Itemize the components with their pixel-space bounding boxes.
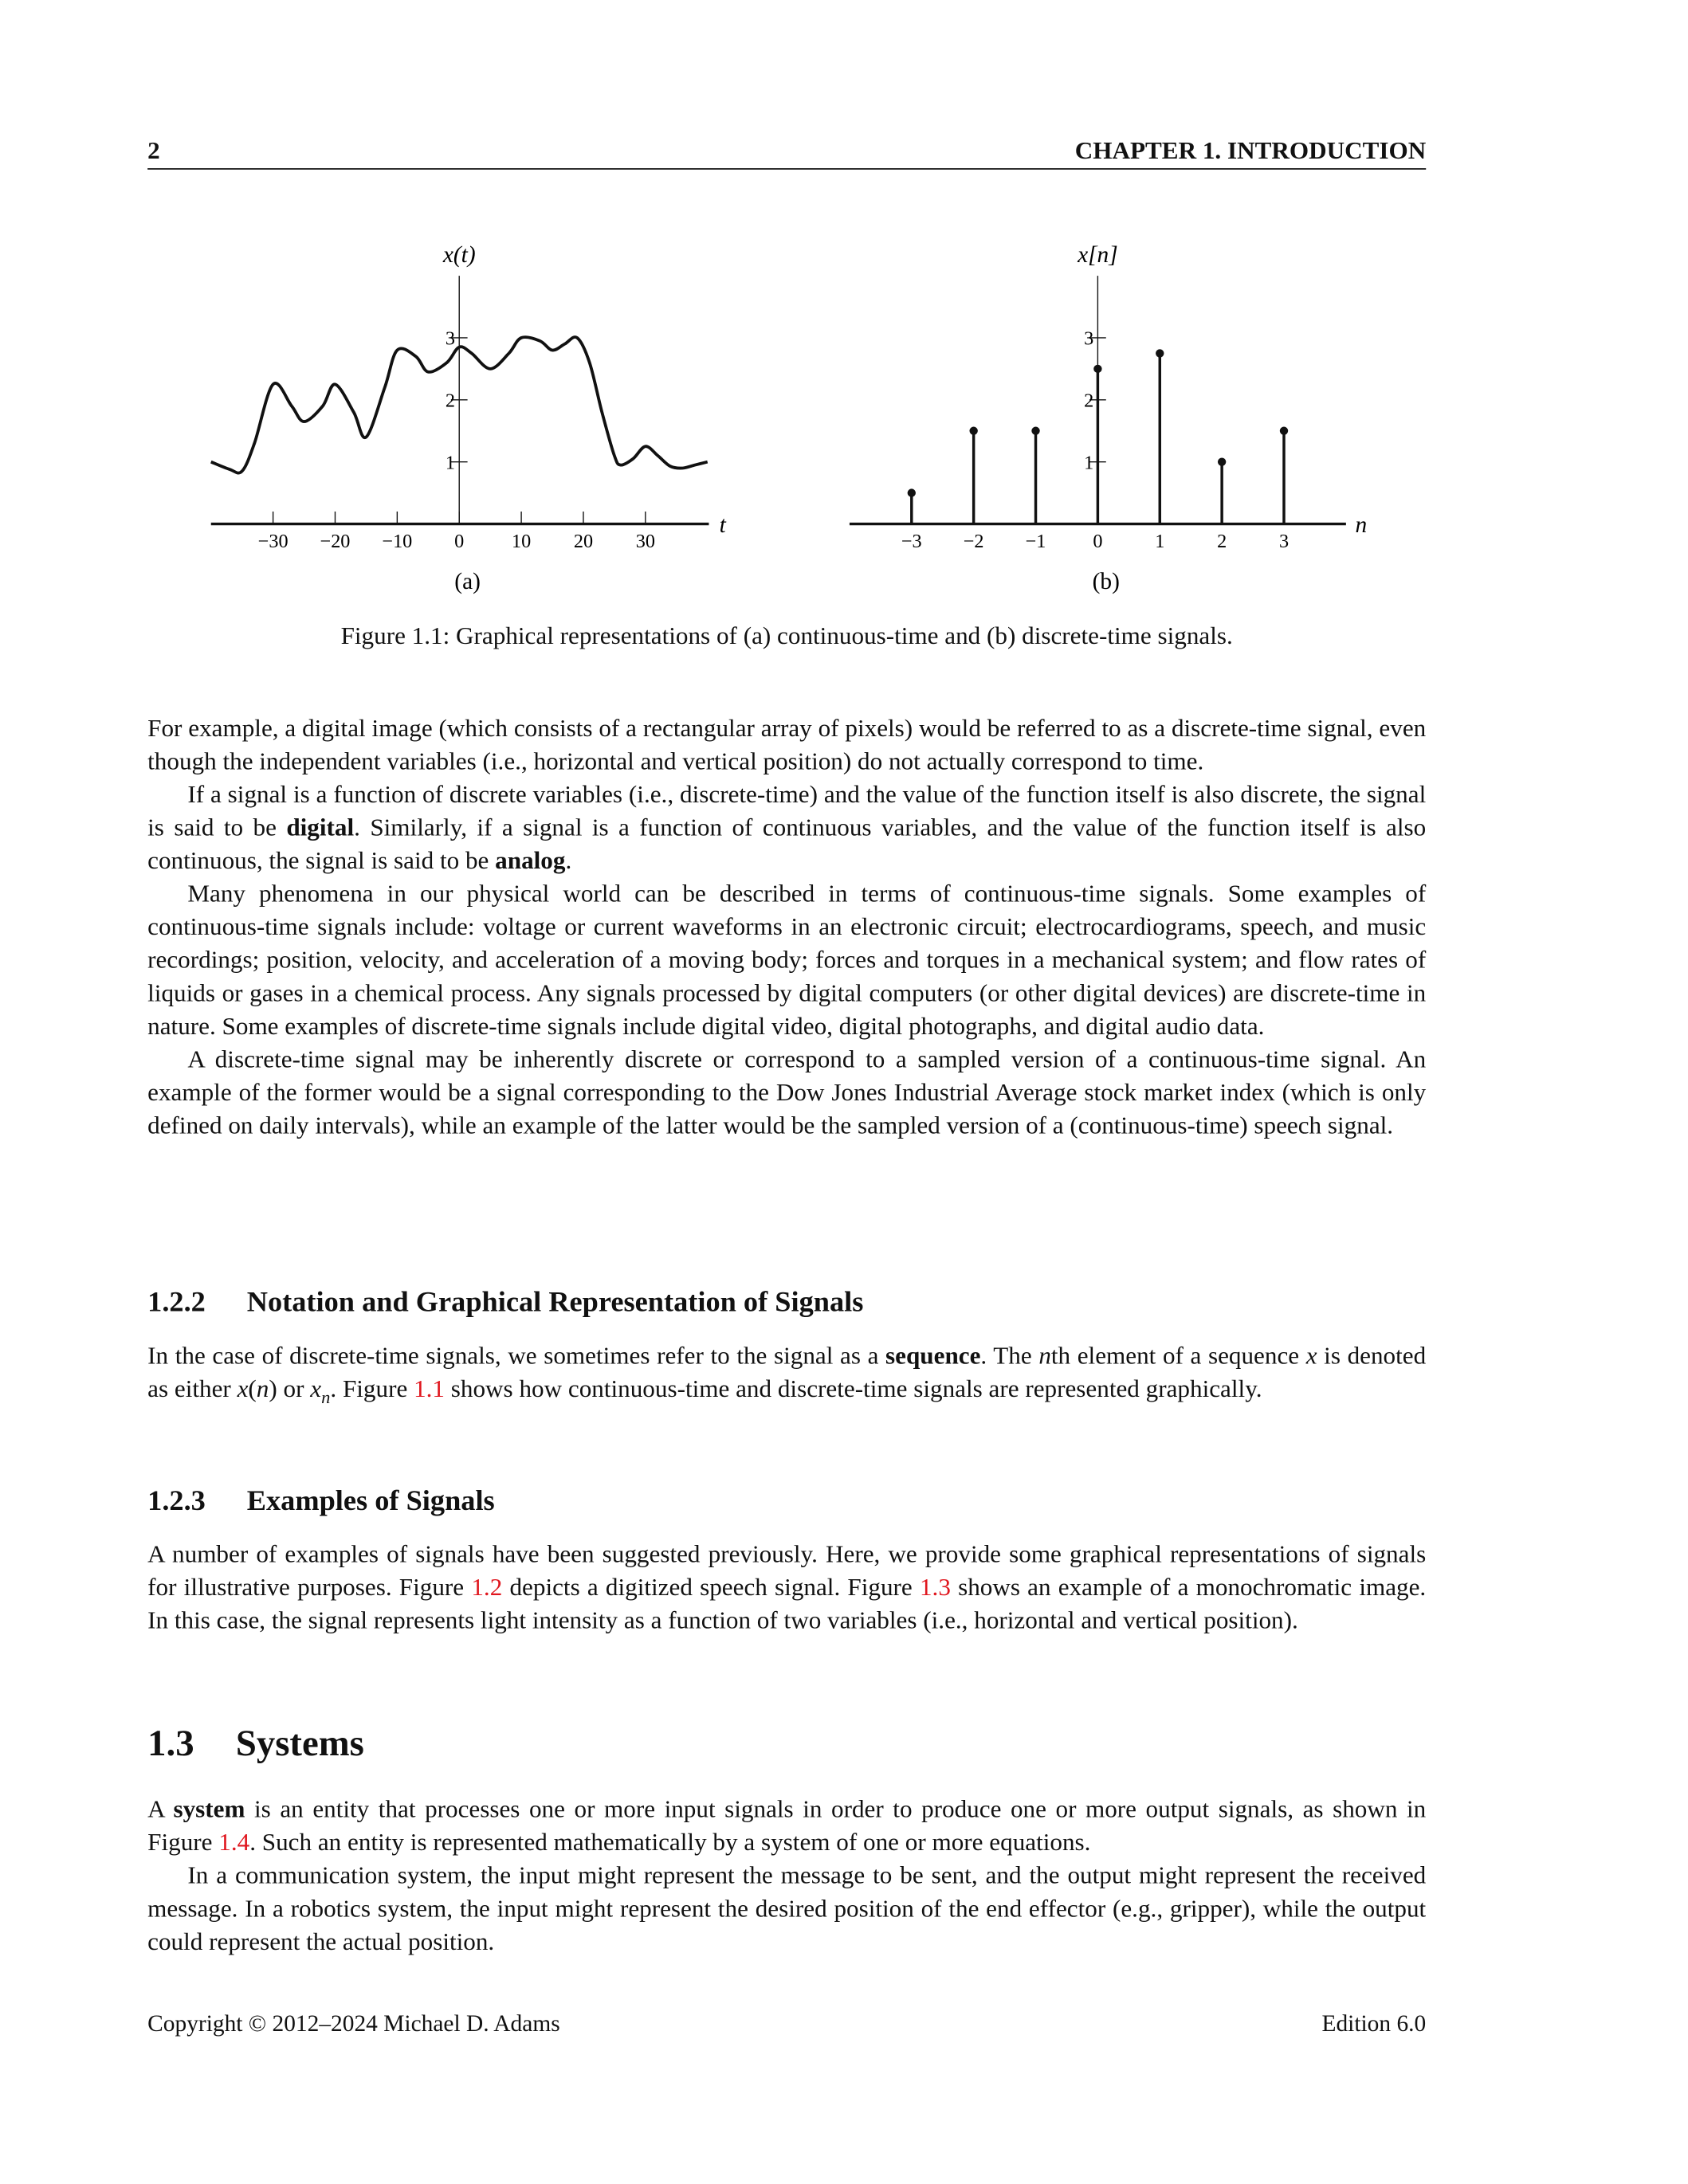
text-run: . The	[980, 1341, 1039, 1370]
bold-term: system	[173, 1794, 245, 1823]
text-run: A discrete-time signal may be inherently discrete or correspond to a sampled version of a continuous-time signal. An example of the former would be a signal corresponding to the Dow Jones Industrial Average stock market index (which is only defined on daily intervals), while an example of the latter would be the sampled version of a (continuous-time) speech signal.	[147, 1045, 1427, 1139]
text-run: depicts a digitized speech signal. Figure	[502, 1573, 920, 1601]
y-tick-label: 1	[1084, 452, 1094, 474]
section-title: Notation and Graphical Representation of Signals	[246, 1284, 864, 1319]
section-title: Examples of Signals	[246, 1483, 495, 1517]
bold-term: sequence	[885, 1341, 981, 1370]
x-tick-label: 1	[1155, 530, 1165, 552]
x-tick-label: −30	[257, 530, 289, 552]
stem-marker	[1156, 349, 1164, 357]
text-run: th element of a sequence	[1050, 1341, 1306, 1370]
y-tick-label: 2	[1084, 390, 1094, 412]
x-tick-label: 20	[573, 530, 594, 552]
text-run: In a communication system, the input might represent the message to be sent, and the output might represent the received message. In a robotics system, the input might represent the desired position of the end effector (e.g., gripper), while the output could represent the actual position.	[147, 1861, 1427, 1955]
section-number: 1.2.3	[147, 1483, 206, 1517]
text-run: . Similarly, if a signal is a function of continuous variables, and the value of the function itself is also continuous, the signal is said to be	[147, 813, 1427, 875]
x-tick-label: −2	[963, 530, 984, 552]
y-axis-label: x(t)	[442, 241, 476, 268]
text-run: (	[248, 1374, 257, 1402]
text-run: x	[1305, 1341, 1317, 1370]
stem-marker	[1280, 427, 1288, 435]
section-title: Systems	[235, 1722, 364, 1764]
text-run: A	[147, 1794, 174, 1823]
figure-link[interactable]: 1.4	[218, 1828, 250, 1857]
text-run: Many phenomena in our physical world can be described in terms of continuous-time signals. Some examples of continuous-time signals include: voltage or current waveforms in an electronic circuit; electrocardiograms, speech, and music recordings; position, velocity, and acceleration of a moving body; forces and torques in a mechanical system; and flow rates of liquids or gases in a chemical process. Any signals processed by digital computers (or other digital devices) are discrete-time in nature. Some examples of discrete-time signals include digital video, digital photographs, and digital audio data.	[147, 879, 1427, 1040]
text-run: x	[237, 1374, 249, 1402]
bold-term: digital	[286, 813, 355, 841]
text-run: A number of examples of signals have been suggested previously. Here, we provide some graphical representations of signals for illustrative purposes. Figure	[147, 1539, 1427, 1601]
y-axis-label: x[n]	[1078, 241, 1118, 268]
paragraph	[147, 778, 1426, 877]
figure-link[interactable]: 1.1	[414, 1374, 445, 1402]
x-tick-label: 0	[454, 530, 465, 552]
subfigure-label: (a)	[454, 568, 481, 594]
edition: Edition 6.0	[1321, 2010, 1427, 2037]
figure-link[interactable]: 1.2	[471, 1573, 503, 1601]
y-tick-label: 3	[1084, 327, 1094, 350]
stem-marker	[969, 427, 977, 435]
x-tick-label: −20	[320, 530, 351, 552]
text-run: shows an example of a monochromatic image. In this case, the signal represents light intensity as a function of two variables (i.e., horizontal and vertical position).	[147, 1573, 1427, 1634]
paragraph	[147, 877, 1426, 1043]
y-tick-label: 3	[445, 327, 456, 350]
figure-link[interactable]: 1.3	[919, 1573, 951, 1601]
figure-1-1	[0, 0, 1688, 606]
text-run: .	[565, 846, 572, 875]
paragraph	[147, 1042, 1426, 1142]
text-run: n	[1038, 1341, 1051, 1370]
paragraph	[147, 1537, 1426, 1637]
x-tick-label: 2	[1217, 530, 1227, 552]
section-heading-1-2-3	[147, 1484, 495, 1517]
page-number: 2	[147, 136, 160, 164]
section-intro-body	[147, 712, 1426, 1142]
stem-marker	[1093, 365, 1101, 373]
text-run: is an entity that processes one or more input signals in order to produce one or more output signals, as shown in Figure	[147, 1794, 1427, 1857]
text-run: For example, a digital image (which consists of a rectangular array of pixels) would be referred to as a discrete-time signal, even though the independent variables (i.e., horizontal and vertical position) do not actually correspond to time.	[147, 714, 1427, 775]
y-tick-label: 1	[445, 452, 456, 474]
text-run: If a signal is a function of discrete variables (i.e., discrete-time) and the value of the function itself is also discrete, the signal is said to be	[147, 780, 1427, 841]
text-run: . Figure	[330, 1374, 414, 1402]
x-tick-label: 3	[1278, 530, 1290, 552]
x-tick-label: 10	[511, 530, 532, 552]
x-tick-label: −10	[382, 530, 413, 552]
text-run: shows how continuous-time and discrete-time signals are represented graphically.	[444, 1374, 1262, 1402]
x-tick-label: −1	[1025, 530, 1046, 552]
y-tick-label: 2	[445, 390, 456, 412]
x-tick-label: 30	[635, 530, 655, 552]
x-axis-label: t	[719, 512, 726, 538]
text-run: In the case of discrete-time signals, we sometimes refer to the signal as a	[147, 1341, 886, 1370]
text-run: n	[256, 1374, 269, 1402]
stem-marker	[1218, 457, 1226, 465]
paragraph	[147, 712, 1426, 778]
text-run: is denoted as either	[147, 1341, 1427, 1402]
copyright: Copyright © 2012–2024 Michael D. Adams	[147, 2010, 560, 2037]
section-number: 1.2.2	[147, 1284, 206, 1319]
section-1-2-2-body	[147, 1339, 1427, 1408]
bold-term: analog	[495, 846, 566, 875]
x-axis-label: n	[1355, 512, 1368, 538]
figure-caption: Figure 1.1: Graphical representations of (a) continuous-time and (b) discrete-time signals.	[340, 621, 1233, 650]
section-heading-1-3	[147, 1722, 364, 1763]
chapter-title: CHAPTER 1. INTRODUCTION	[1074, 136, 1427, 164]
page-footer	[147, 2007, 1426, 2041]
text-run: ) or	[269, 1374, 311, 1402]
section-1-3-body	[147, 1793, 1426, 1959]
text-run: . Such an entity is represented mathematically by a system of one or more equations.	[249, 1828, 1091, 1857]
subfigure-label: (b)	[1092, 568, 1120, 594]
paragraph	[147, 1339, 1427, 1408]
paragraph	[147, 1859, 1426, 1959]
text-run: x	[310, 1374, 322, 1402]
paragraph	[147, 1793, 1426, 1859]
section-number: 1.3	[147, 1722, 194, 1764]
stem-marker	[1031, 427, 1039, 435]
section-1-2-3-body	[147, 1537, 1426, 1637]
section-heading-1-2-2	[147, 1285, 863, 1319]
x-tick-label: 0	[1093, 530, 1103, 552]
stem-marker	[908, 488, 916, 496]
text-run: n	[321, 1386, 331, 1408]
x-tick-label: −3	[901, 530, 922, 552]
